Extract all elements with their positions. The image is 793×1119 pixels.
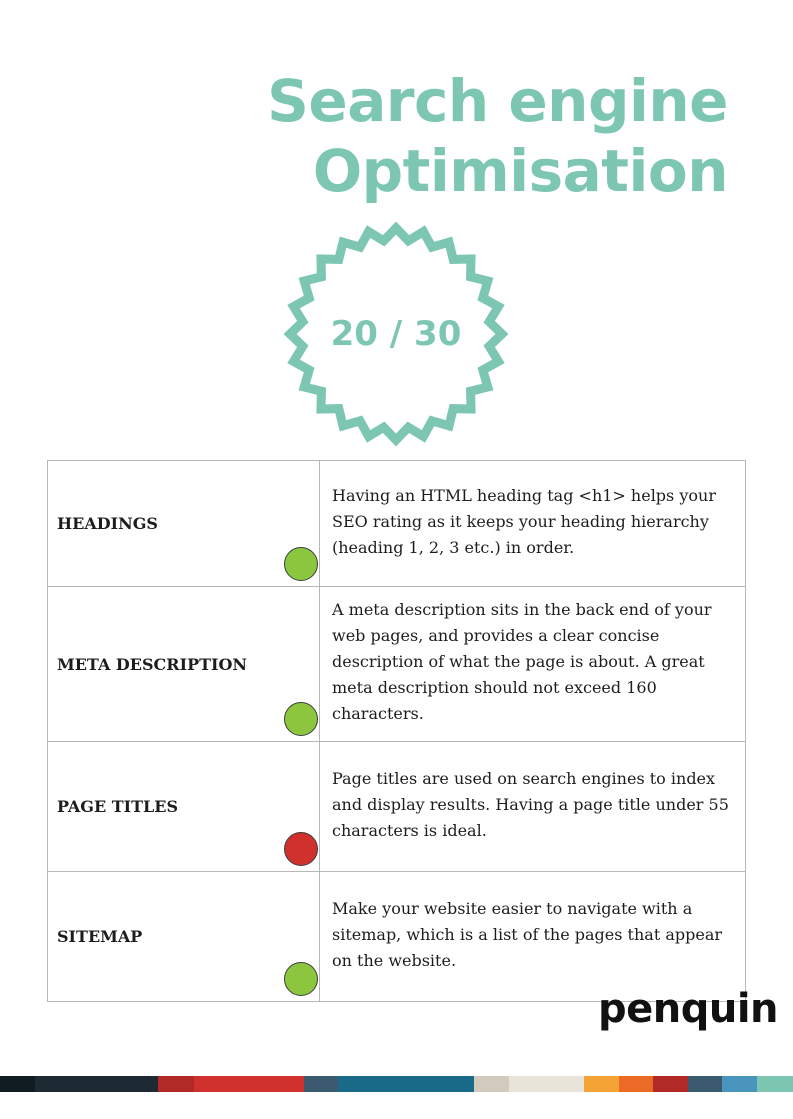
row-label-cell	[48, 742, 320, 872]
seo-checklist-table	[47, 460, 746, 1002]
page-title	[267, 66, 728, 206]
meta-description-label: META DESCRIPTION	[57, 654, 248, 674]
stripe-segment	[158, 1076, 194, 1092]
stripe-segment	[35, 1076, 158, 1092]
status-dot-pass	[284, 962, 318, 996]
title-line-1: Search engine	[267, 67, 728, 135]
sitemap-description: Make your website easier to navigate with a sitemap, which is a list of the pages that appear on the website.	[320, 872, 746, 1002]
stripe-segment	[757, 1076, 793, 1092]
stripe-segment	[194, 1076, 304, 1092]
stripe-segment	[0, 1076, 35, 1092]
status-dot-fail	[284, 832, 318, 866]
sitemap-label: SITEMAP	[57, 927, 143, 946]
stripe-segment	[304, 1076, 338, 1092]
score-badge	[284, 222, 508, 446]
table-row	[48, 742, 746, 872]
title-line-2: Optimisation	[312, 137, 728, 205]
stripe-segment	[509, 1076, 584, 1092]
table-row	[48, 872, 746, 1002]
stripe-segment	[688, 1076, 722, 1092]
stripe-segment	[474, 1076, 509, 1092]
table-row	[48, 461, 746, 587]
status-dot-pass	[284, 702, 318, 736]
score-value: 20 / 30	[330, 314, 462, 354]
stripe-segment	[619, 1076, 653, 1092]
stripe-segment	[722, 1076, 757, 1092]
penquin-logo: penquin	[598, 986, 779, 1032]
footer-color-stripe	[0, 1076, 793, 1092]
headings-description: Having an HTML heading tag <h1> helps your SEO rating as it keeps your heading hierarchy (heading 1, 2, 3 etc.) in order.	[320, 461, 746, 587]
page-titles-label: PAGE TITLES	[57, 797, 179, 816]
page-titles-description: Page titles are used on search engines to index and display results. Having a page title under 55 characters is ideal.	[320, 742, 746, 872]
stripe-segment	[653, 1076, 688, 1092]
row-label-cell	[48, 587, 320, 742]
headings-label: HEADINGS	[57, 514, 158, 533]
row-label-cell	[48, 461, 320, 587]
row-label-cell	[48, 872, 320, 1002]
meta-description-text: A meta description sits in the back end of your web pages, and provides a clear concise description of what the page is about. A great meta description should not exceed 160 characters.	[320, 587, 746, 742]
status-dot-pass	[284, 547, 318, 581]
stripe-segment	[584, 1076, 619, 1092]
table-row	[48, 587, 746, 742]
stripe-segment	[338, 1076, 474, 1092]
